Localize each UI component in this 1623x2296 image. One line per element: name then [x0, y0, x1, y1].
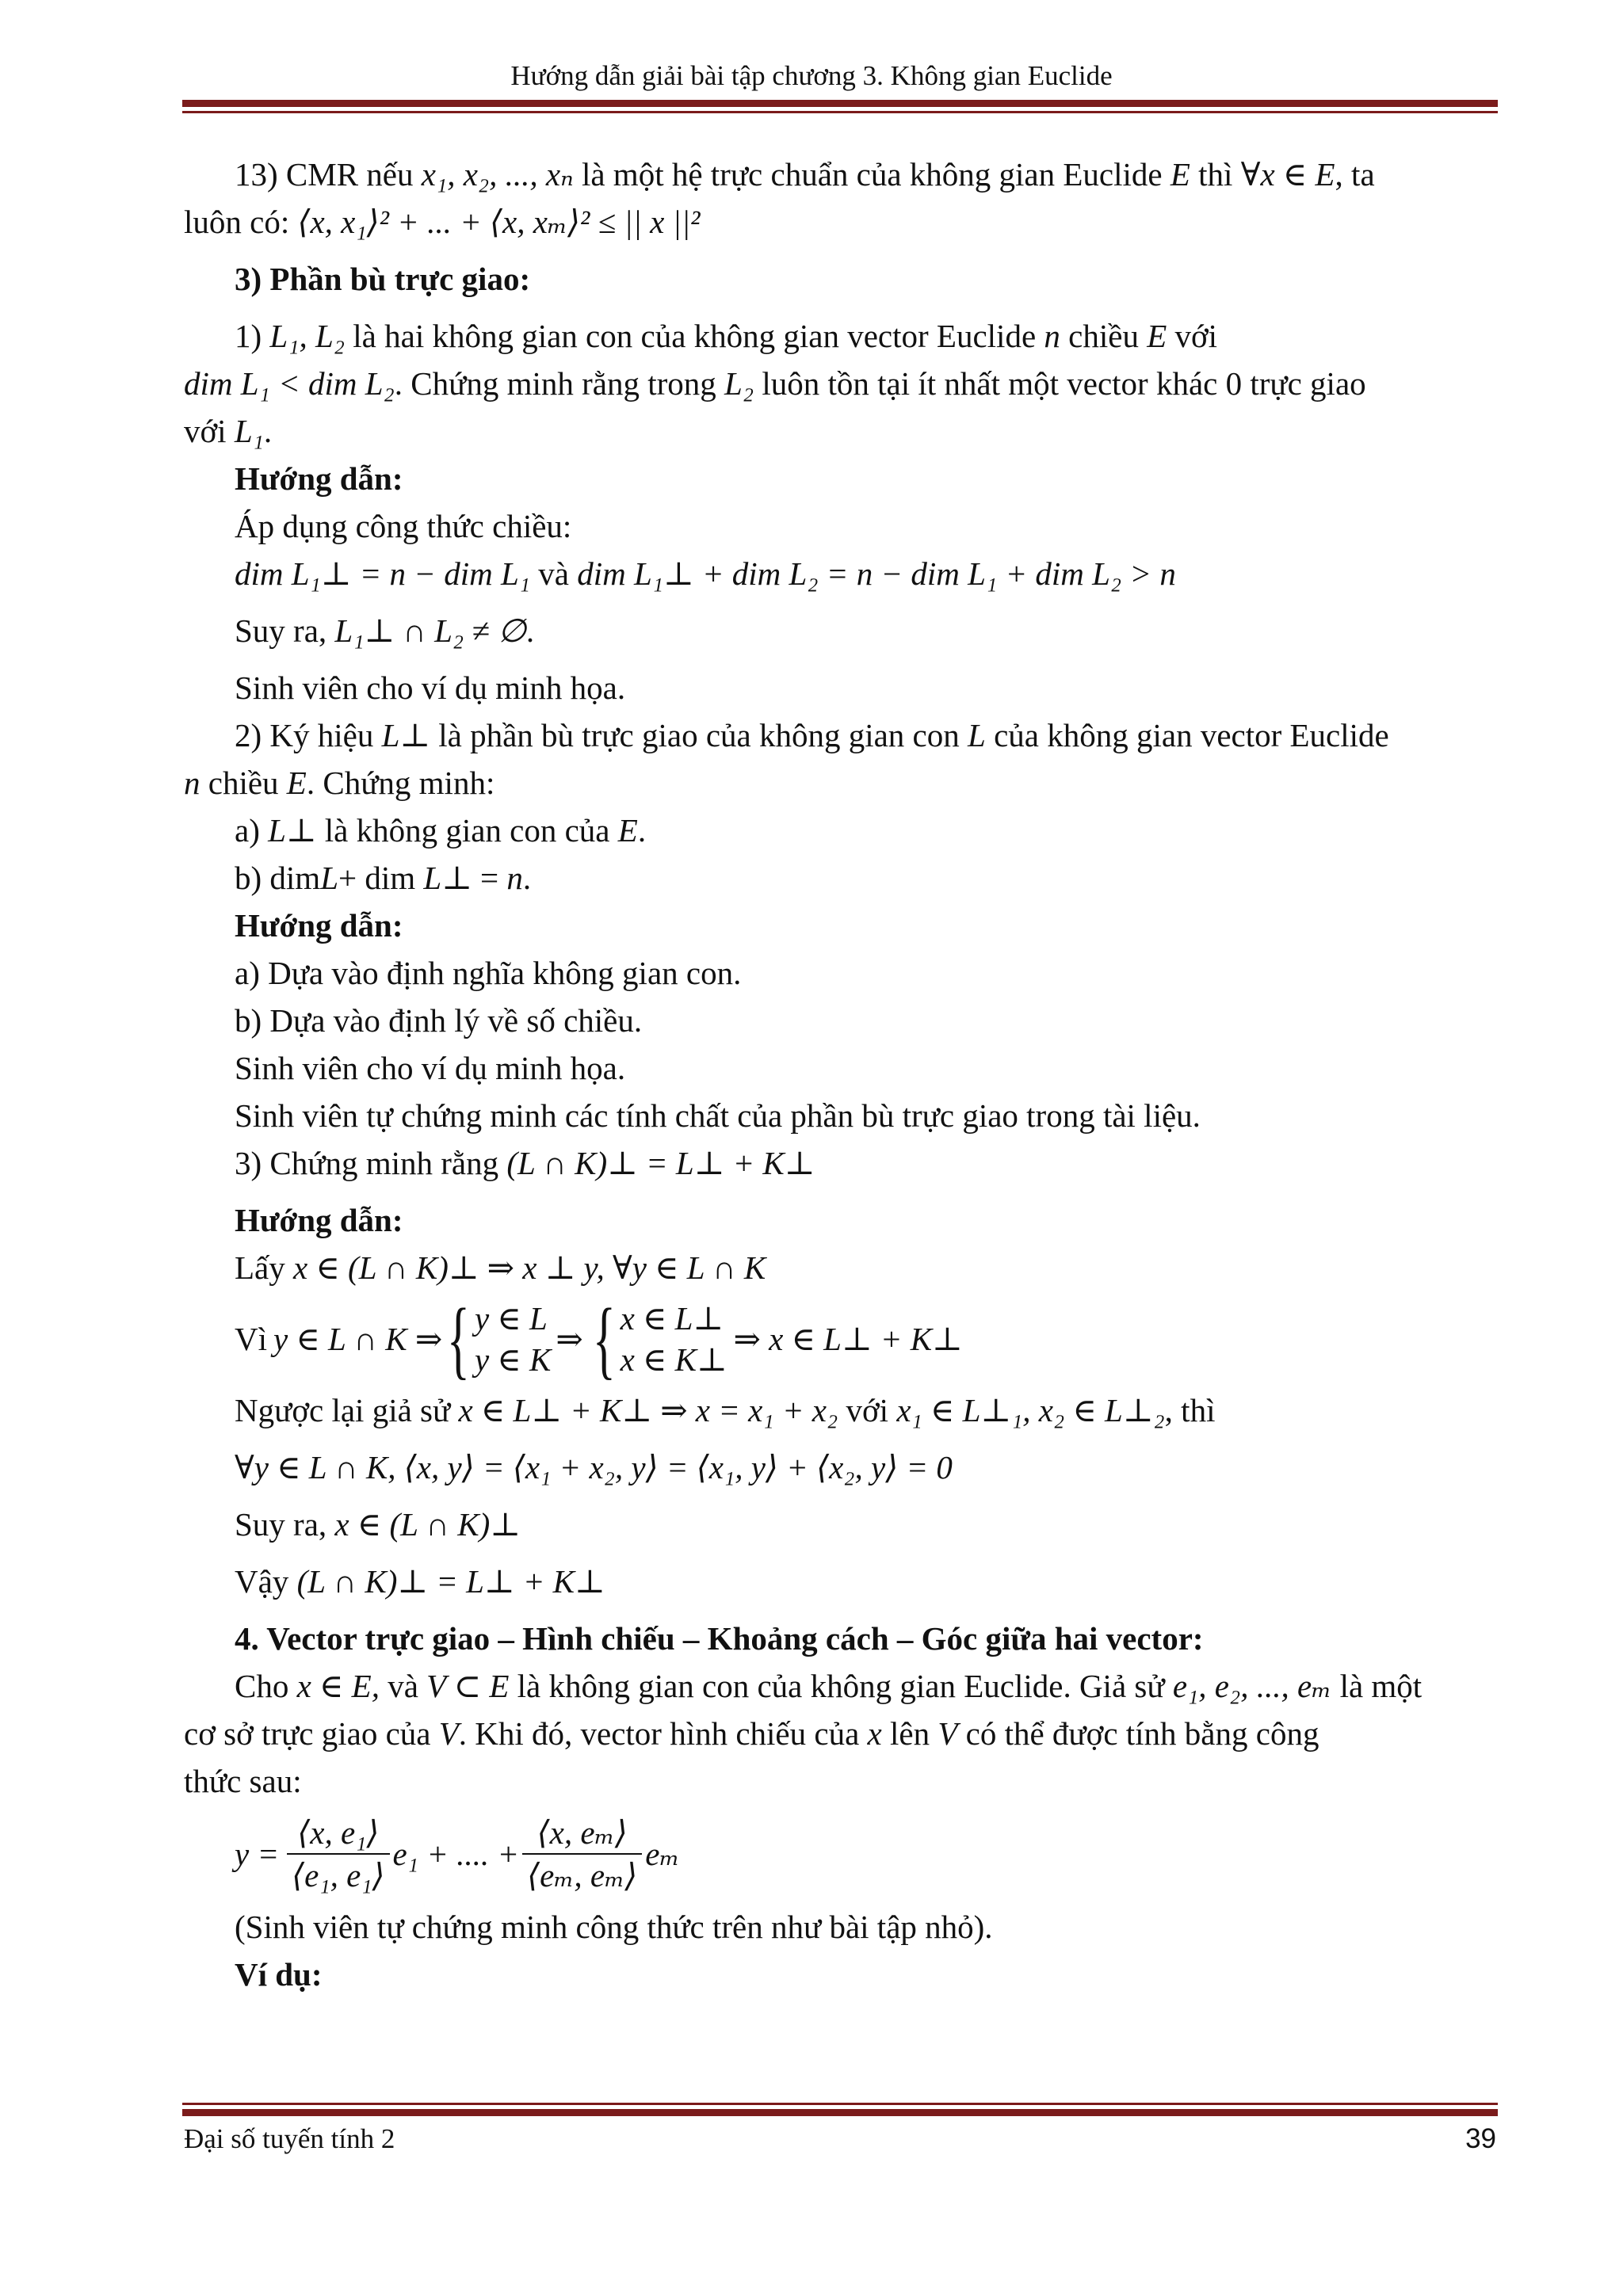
text: .: [522, 860, 532, 896]
page-content: [184, 151, 1484, 1998]
text: .: [525, 612, 535, 649]
math: x: [867, 1715, 882, 1752]
sec4-line3: thức sau:: [184, 1763, 302, 1799]
math: ⇒ x ∈ L⊥ + K⊥: [733, 1321, 963, 1357]
math: L⊥: [381, 717, 430, 753]
math: x ∈ E,: [296, 1668, 380, 1704]
guide2-b: b) Dựa vào định lý về số chiều.: [235, 1002, 643, 1039]
text: Suy ra,: [235, 1506, 335, 1543]
text: a): [235, 812, 269, 849]
fraction-1: [287, 1812, 389, 1896]
header-rule-thick: [182, 100, 1498, 107]
text: Suy ra,: [235, 612, 335, 649]
denominator: ⟨eₘ, eₘ⟩: [527, 1857, 638, 1894]
math: L: [320, 860, 338, 896]
text: Lấy: [235, 1249, 293, 1286]
text: với: [1167, 318, 1218, 354]
text: luôn tồn tại ít nhất một vector khác 0 trực giao: [754, 365, 1366, 402]
math: L₂: [724, 365, 754, 402]
math: dim L₁⊥ = n − dim L₁: [235, 555, 531, 592]
guide1-line3: [184, 607, 1484, 654]
math: x ∈ L⊥ + K⊥ ⇒ x = x₁ + x₂: [458, 1392, 838, 1428]
header-title: Hướng dẫn giải bài tập chương 3. Không gian Euclide: [510, 60, 1113, 91]
math: L₁, L₂: [269, 318, 346, 354]
sec4-line2: [184, 1710, 1484, 1757]
text: với: [184, 413, 235, 449]
ex13-line1: [184, 151, 1484, 198]
text: chiều: [1060, 318, 1148, 354]
page-number: 39: [1465, 2123, 1496, 2154]
math: n: [1044, 318, 1060, 354]
guide1-line1: Áp dụng công thức chiều:: [235, 508, 572, 544]
guide1-line4: Sinh viên cho ví dụ minh họa.: [235, 669, 626, 706]
text: và: [530, 555, 578, 592]
math: V ⊂ E: [426, 1668, 510, 1704]
math: x ∈ L⊥: [620, 1300, 724, 1337]
math: ∀x ∈ E: [1240, 156, 1335, 193]
text: 3) Chứng minh rằng: [235, 1145, 507, 1181]
text: 1): [235, 318, 262, 354]
footer-rule-thin: [182, 2103, 1498, 2105]
math: n: [184, 765, 200, 801]
math: n: [506, 860, 523, 896]
math: ⇒: [556, 1321, 583, 1357]
text: là phần bù trực giao của không gian con: [430, 717, 968, 753]
math: x₁, x₂, ..., xₙ: [421, 156, 574, 193]
guide1-line2: [184, 550, 1484, 597]
ex13-line2: [184, 198, 1484, 246]
example-title: Ví dụ:: [235, 1956, 323, 1993]
text: 13) CMR nếu: [235, 156, 422, 193]
text: là không gian con của không gian Euclide. Giả sử: [509, 1668, 1173, 1704]
guide3-line6: [184, 1558, 1484, 1605]
math: (L ∩ K)⊥ = L⊥ + K⊥: [506, 1145, 815, 1181]
math: x ∈ K⊥: [620, 1341, 727, 1378]
math: V: [438, 1715, 459, 1752]
denominator: ⟨e₁, e₁⟩: [292, 1857, 385, 1894]
text: là hai không gian con của không gian vector Euclide: [345, 318, 1044, 354]
text: của không gian vector Euclide: [985, 717, 1389, 753]
sec4-line1: [184, 1662, 1484, 1710]
guide3-line2: [184, 1291, 1484, 1386]
numerator: ⟨x, eₘ⟩: [522, 1812, 642, 1855]
math: y ∈ K: [474, 1341, 552, 1378]
math: dim L₁ < dim L₂: [184, 365, 395, 402]
projection-formula: [184, 1805, 1484, 1903]
math: eₘ: [645, 1836, 680, 1872]
q1-line2: [184, 360, 1484, 407]
system-brace-2: { x ∈ L⊥ x ∈ K⊥: [592, 1291, 727, 1387]
text: . Chứng minh rằng trong: [394, 365, 725, 402]
system-brace-1: { y ∈ L y ∈ K: [447, 1291, 552, 1387]
math: dim L₁⊥ + dim L₂ = n − dim L₁ + dim L₂ > n: [577, 555, 1176, 592]
section4-title: 4. Vector trực giao – Hình chiếu – Khoảng cách – Góc giữa hai vector:: [235, 1620, 1204, 1657]
text: có thể được tính bằng công: [957, 1715, 1319, 1752]
math: y ∈ L ∩ K ⇒: [273, 1321, 443, 1357]
math: L₁⊥ ∩ L₂ ≠ ∅: [334, 612, 526, 649]
text: thì: [1190, 156, 1241, 193]
text: 2) Ký hiệu: [235, 717, 382, 753]
text: là một hệ trực chuẩn của không gian Euclide: [573, 156, 1170, 193]
guide3-line4: [184, 1444, 1484, 1491]
guide3-line5: [184, 1501, 1484, 1548]
text: .: [263, 413, 273, 449]
guide3-title: Hướng dẫn:: [235, 1202, 403, 1238]
math: x ∈ (L ∩ K)⊥ ⇒ x ⊥ y, ∀y ∈ L ∩ K: [293, 1249, 766, 1286]
guide3-line1: [184, 1244, 1484, 1291]
text: . Chứng minh:: [306, 765, 495, 801]
q1-line1: [184, 312, 1484, 360]
math: ⟨x, x₁⟩² + ... + ⟨x, xₘ⟩² ≤ || x ||²: [297, 204, 701, 240]
math: E: [617, 812, 638, 849]
guide1-title: Hướng dẫn:: [235, 460, 403, 497]
text: Ngược lại giả sử: [235, 1392, 459, 1428]
text: Cho: [235, 1668, 297, 1704]
sec4-note: (Sinh viên tự chứng minh công thức trên như bài tập nhỏ).: [235, 1909, 993, 1945]
q2-line1: [184, 711, 1484, 759]
text: luôn có:: [184, 204, 298, 240]
text: và: [379, 1668, 427, 1704]
math: x ∈ (L ∩ K)⊥: [334, 1506, 521, 1543]
text: + dim: [338, 860, 424, 896]
math: L₁: [234, 413, 264, 449]
math: ∀y ∈ L ∩ K, ⟨x, y⟩ = ⟨x₁ + x₂, y⟩ = ⟨x₁, y⟩ + ⟨x₂, y⟩ = 0: [235, 1449, 953, 1486]
math: y =: [235, 1836, 280, 1872]
q2-a: [184, 807, 1484, 854]
q3-line: [184, 1139, 1484, 1187]
text: lên: [881, 1715, 938, 1752]
text: , ta: [1335, 156, 1375, 193]
math: E: [1170, 156, 1190, 193]
math: x₁ ∈ L⊥₁, x₂ ∈ L⊥₂: [896, 1392, 1165, 1428]
guide2-a: a) Dựa vào định nghĩa không gian con.: [235, 955, 742, 991]
math: E: [1147, 318, 1167, 354]
text: Vì: [235, 1321, 267, 1357]
header-rule-thin: [182, 111, 1498, 113]
fraction-2: [522, 1812, 642, 1896]
text: là không gian con của: [316, 812, 618, 849]
text: chiều: [200, 765, 287, 801]
guide2-c: Sinh viên cho ví dụ minh họa.: [235, 1050, 626, 1086]
text: Vậy: [235, 1563, 297, 1600]
text: .: [637, 812, 647, 849]
text: b) dim: [235, 860, 321, 896]
text: , thì: [1164, 1392, 1216, 1428]
q2-b: [184, 854, 1484, 902]
q1-line3: [184, 407, 1484, 455]
q2-line2: [184, 759, 1484, 807]
math: V: [938, 1715, 958, 1752]
math: (L ∩ K)⊥ = L⊥ + K⊥: [296, 1563, 605, 1600]
guide2-d: Sinh viên tự chứng minh các tính chất của phần bù trực giao trong tài liệu.: [235, 1097, 1201, 1134]
footer-rule-thick: [182, 2109, 1498, 2116]
text: . Khi đó, vector hình chiếu của: [458, 1715, 868, 1752]
text: là một: [1331, 1668, 1423, 1704]
math: y ∈ L: [474, 1300, 548, 1337]
math: L⊥: [268, 812, 317, 849]
math: L: [968, 717, 986, 753]
section3-title: 3) Phần bù trực giao:: [235, 261, 531, 297]
numerator: ⟨x, e₁⟩: [287, 1812, 389, 1855]
math: e₁, e₂, ..., eₘ: [1172, 1668, 1332, 1704]
math: e₁ + .... +: [392, 1836, 520, 1872]
math: L⊥: [423, 860, 472, 896]
text: với: [838, 1392, 897, 1428]
footer-title: Đại số tuyến tính 2: [184, 2123, 395, 2154]
guide2-title: Hướng dẫn:: [235, 907, 403, 944]
math: E: [286, 765, 307, 801]
text: cơ sở trực giao của: [184, 1715, 439, 1752]
guide3-line3: [184, 1386, 1484, 1434]
text: =: [472, 860, 507, 896]
